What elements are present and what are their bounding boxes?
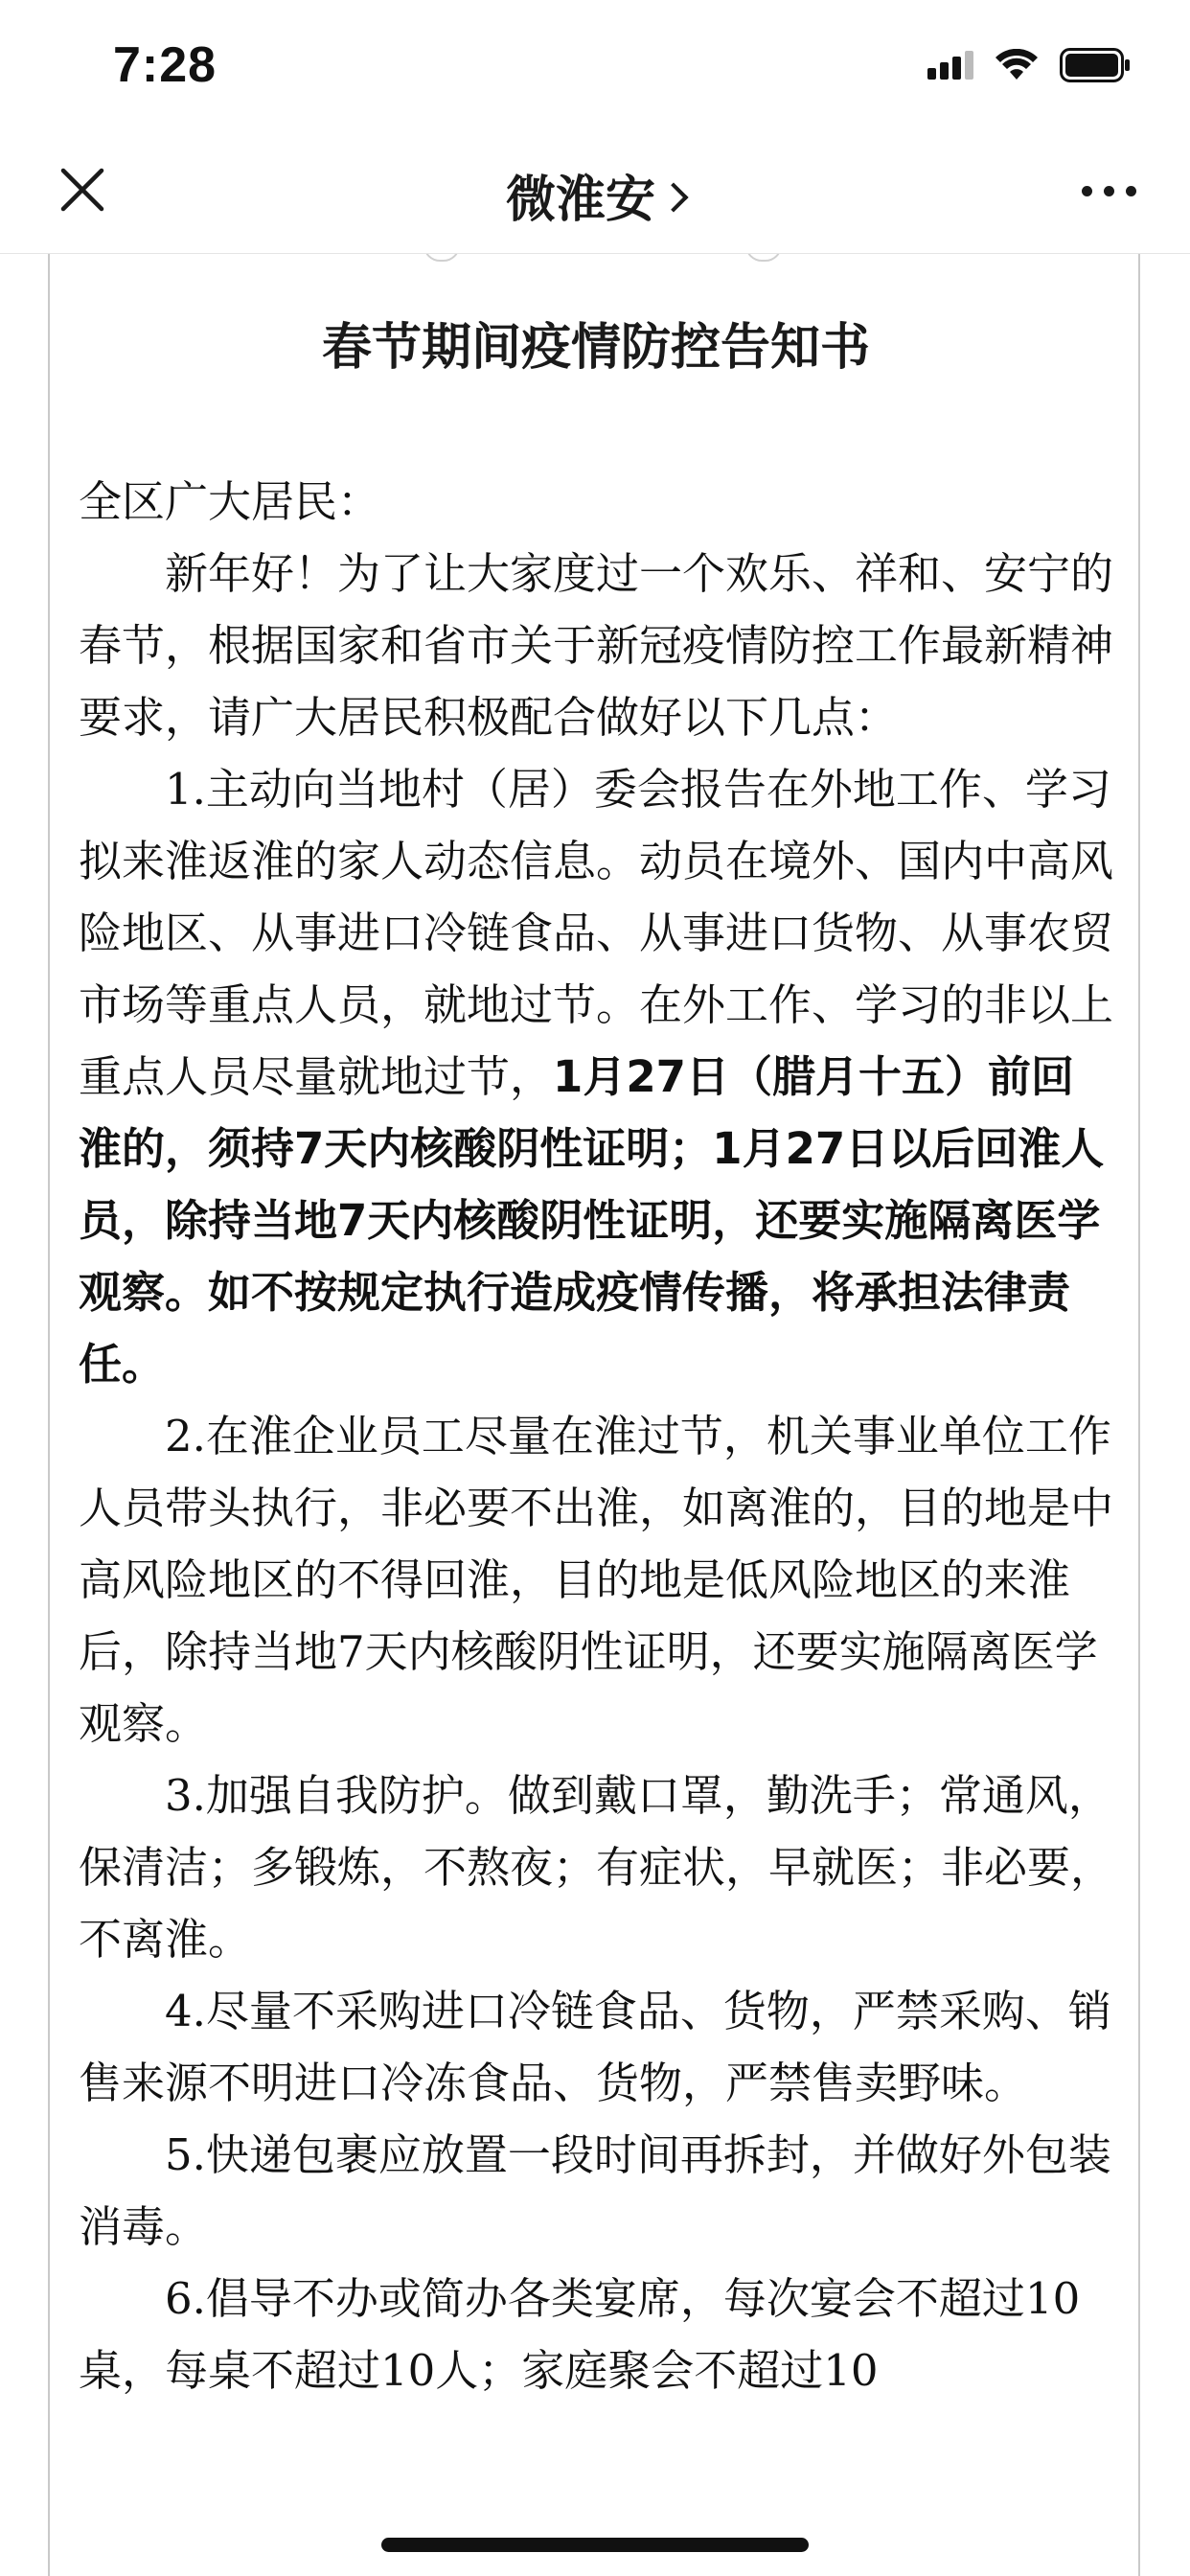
account-title: 微淮安	[505, 172, 655, 229]
status-icons	[927, 44, 1133, 86]
more-dots-icon[interactable]	[1082, 186, 1136, 196]
battery-icon	[1060, 48, 1133, 82]
item-1-bold-text: 1月27日（腊月十五）前回淮的，须持7天内核酸阴性证明；1月27日以后回淮人员，除持当地7天内核酸阴性证明，还要实施隔离医学观察。如不按规定执行造成疫情传播，将承担法律责任。	[79, 1050, 1105, 1390]
status-bar	[0, 0, 1190, 126]
home-indicator	[381, 2538, 809, 2552]
wifi-icon	[995, 49, 1039, 81]
item-2: 2.在淮企业员工尽量在淮过节，机关事业单位工作人员带头执行，非必要不出淮，如离淮的，目的地是中高风险地区的不得回淮，目的地是低风险地区的来淮后，除持当地7天内核酸阴性证明，还要实施隔离医学观察。	[79, 1410, 1114, 1749]
intro-paragraph: 新年好！为了让大家度过一个欢乐、祥和、安宁的春节，根据国家和省市关于新冠疫情防控工作最新精神要求，请广大居民积极配合做好以下几点：	[79, 547, 1114, 743]
document	[79, 316, 1113, 2406]
item-6: 6.倡导不办或简办各类宴席，每次宴会不超过10桌，每桌不超过10人；家庭聚会不超过10	[79, 2272, 1081, 2396]
cellular-signal-icon	[927, 51, 973, 80]
status-time: 7:28	[113, 37, 217, 93]
binding-hole-left	[423, 254, 460, 262]
item-3: 3.加强自我防护。做到戴口罩，勤洗手；常通风，保清洁；多锻炼，不熬夜；有症状，早就医；非必要，不离淮。	[79, 1769, 1114, 1965]
binding-hole-right	[745, 254, 782, 262]
item-1-text: 1.主动向当地村（居）委会报告在外地工作、学习拟来淮返淮的家人动态信息。动员在境外、国内中高风险地区、从事进口冷链食品、从事进口货物、从事农贸市场等重点人员，就地过节。在外工作、学习的非以上重点人员尽量就地过节，	[79, 763, 1114, 1102]
account-title-link[interactable]	[0, 159, 1190, 231]
item-5: 5.快递包裹应放置一段时间再拆封，并做好外包装消毒。	[79, 2128, 1111, 2252]
nav-bar	[0, 126, 1190, 254]
chevron-right-icon	[658, 182, 688, 212]
item-1	[79, 753, 1113, 1400]
document-title: 春节期间疫情防控告知书	[321, 319, 870, 377]
greeting: 全区广大居民：	[79, 475, 381, 527]
item-4: 4.尽量不采购进口冷链食品、货物，严禁采购、销售来源不明进口冷冻食品、货物，严禁售卖野味。	[79, 1985, 1111, 2108]
article-content[interactable]	[0, 254, 1190, 2576]
